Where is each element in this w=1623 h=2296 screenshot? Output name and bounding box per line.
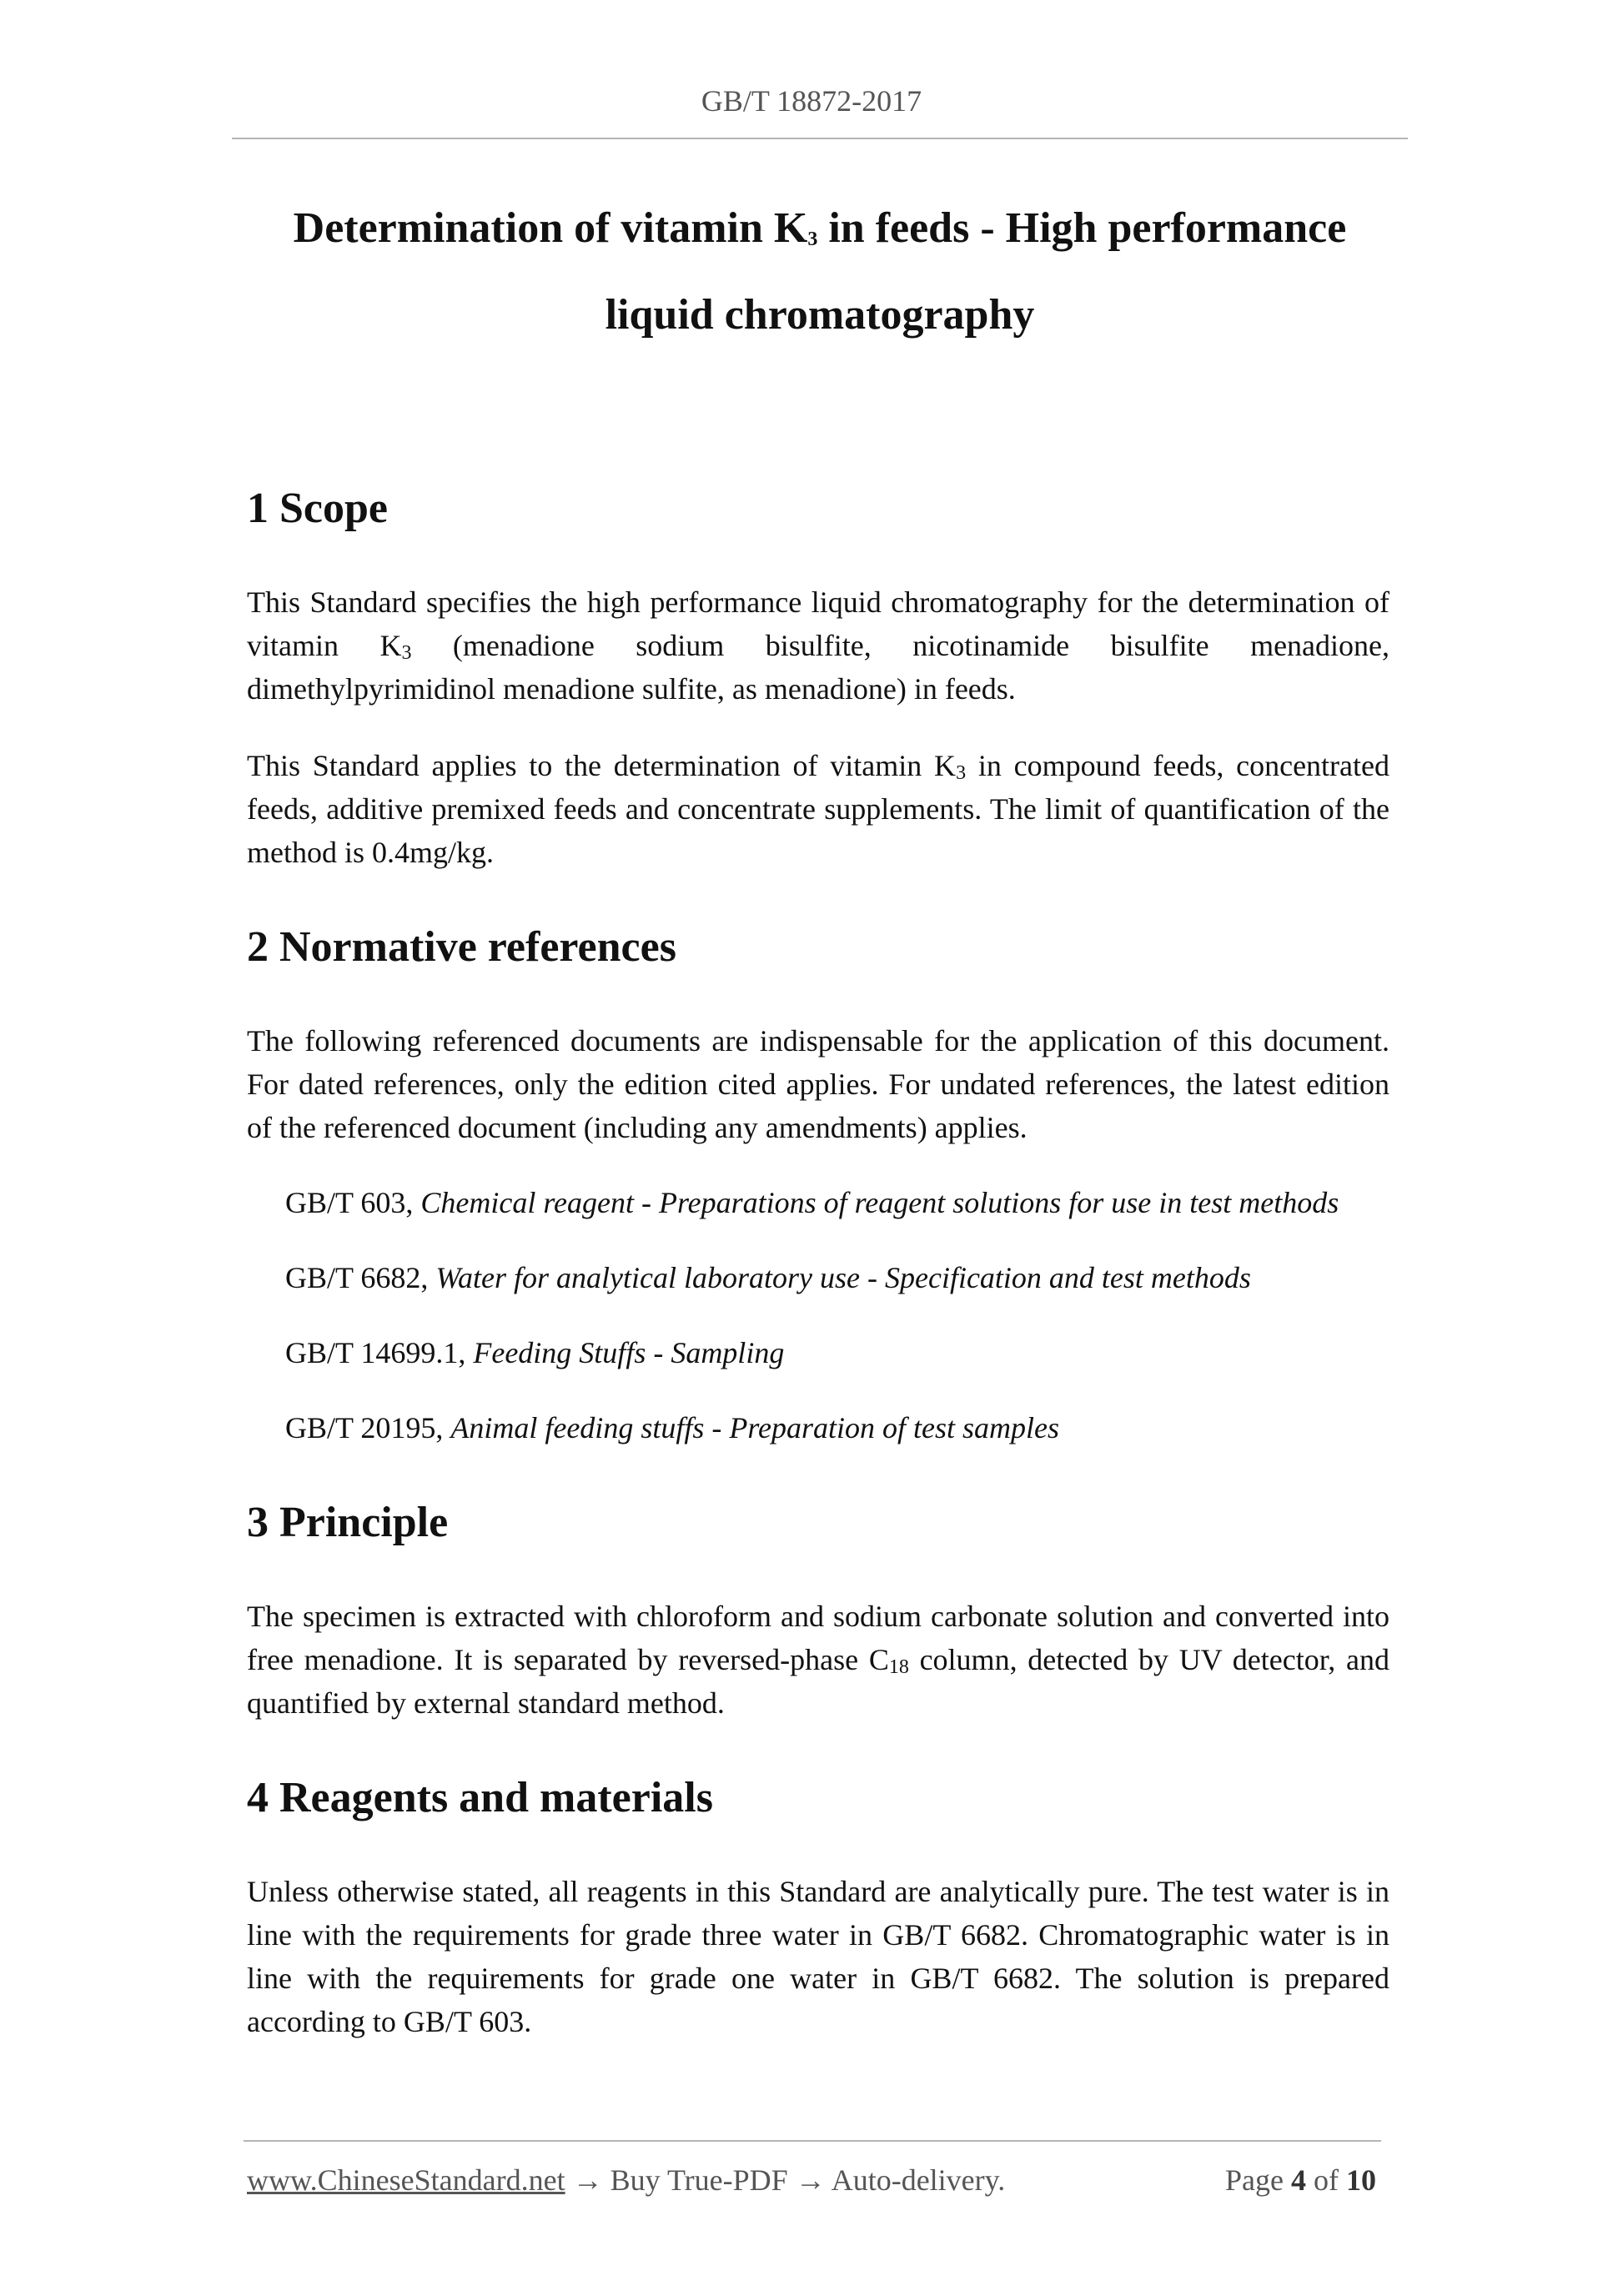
- site-link[interactable]: www.ChineseStandard.net: [247, 2163, 565, 2197]
- section-heading-reagents-and-materials: 4 Reagents and materials: [247, 1774, 713, 1821]
- reagents-paragraph: Unless otherwise stated, all reagents in this Standard are analytically pure. The test water is in line with the requirements for grade three water in GB/T 6682. Chromatographic water is in line with the requirements for grade one water in GB/T 6682. The solution is prepared according to GB/T 603.: [247, 1875, 1389, 2038]
- section-normative-references: [247, 906, 1389, 1449]
- reference-item: GB/T 20195, Animal feeding stuffs - Preparation of test samples: [285, 1411, 1059, 1444]
- header-divider: [232, 138, 1408, 139]
- section-principle: [247, 1481, 1389, 1725]
- reference-item: GB/T 603, Chemical reagent - Preparations of reagent solutions for use in test methods: [285, 1186, 1339, 1219]
- page-number: Page 4 of 10: [1225, 2163, 1376, 2197]
- normative-intro-paragraph: The following referenced documents are indispensable for the application of this document. For dated references, only the edition cited applies. For undated references, the latest edition of the referenced document (including any amendments) applies.: [247, 1024, 1389, 1144]
- reference-item: GB/T 14699.1, Feeding Stuffs - Sampling: [285, 1336, 785, 1369]
- title-line-2: liquid chromatography: [605, 291, 1035, 339]
- section-heading-principle: 3 Principle: [247, 1499, 449, 1546]
- scope-paragraph-1: This Standard specifies the high performance liquid chromatography for the determination of vitamin $K_3$ (menadione sodium bisulfite, nicotinamide bisulfite menadione, dimethylpyrimidinol menadione sulfite, as menadione) in feeds.: [247, 585, 1390, 706]
- section-scope: [247, 467, 1389, 874]
- document-body: [247, 467, 1389, 2043]
- footer-divider: [244, 2140, 1381, 2142]
- section-reagents-and-materials: [247, 1756, 1389, 2043]
- title-line-1: Determination of vitamin $K_3$ in feeds - High performance: [293, 204, 1347, 252]
- reference-item: GB/T 6682, Water for analytical laboratory use - Specification and test methods: [285, 1261, 1251, 1294]
- footer-promo: www.ChineseStandard.net → Buy True-PDF → Auto-delivery.: [247, 2163, 1006, 2197]
- document-title: [250, 185, 1389, 359]
- principle-paragraph: The specimen is extracted with chloroform and sodium carbonate solution and converted into free menadione. It is separated by reversed-phase $C_{18}$ column, detected by UV detector, and quantified by external standard method.: [247, 1600, 1389, 1720]
- header-standard-code: GB/T 18872-2017: [701, 84, 922, 118]
- section-heading-normative-references: 2 Normative references: [247, 923, 676, 971]
- scope-paragraph-2: This Standard applies to the determination of vitamin $K_3$ in compound feeds, concentrated feeds, additive premixed feeds and concentrate supplements. The limit of quantification of the method is 0.4mg/kg.: [247, 749, 1389, 869]
- section-heading-scope: 1 Scope: [247, 485, 388, 532]
